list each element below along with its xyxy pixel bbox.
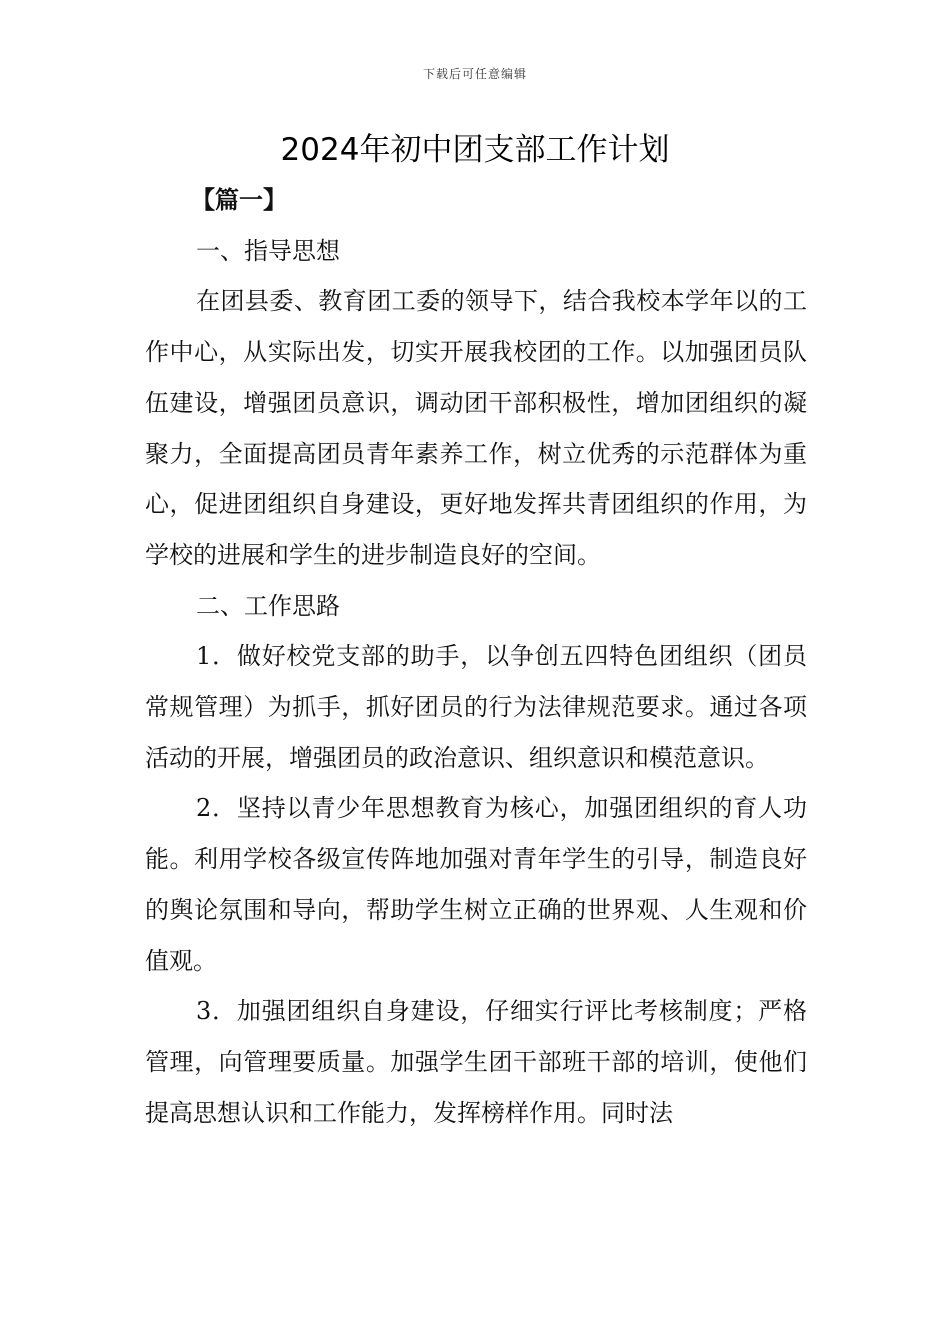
paragraph-item-2: 2．坚持以青少年思想教育为核心，加强团组织的育人功能。利用学校各级宣传阵地加强对青年学生的引导，制造良好的舆论氛围和导向，帮助学生树立正确的世界观、人生观和价值观。 bbox=[145, 794, 807, 975]
paragraph-item-1: 1．做好校党支部的助手，以争创五四特色团组织（团员常规管理）为抓手，抓好团员的行为法律规范要求。通过各项活动的开展，增强团员的政治意识、组织意识和模范意识。 bbox=[145, 642, 807, 772]
heading-work-approach: 二、工作思路 bbox=[196, 591, 340, 620]
section-tag: 【篇一】 bbox=[191, 185, 287, 214]
paragraph-item-3: 3．加强团组织自身建设，仔细实行评比考核制度；严格管理，向管理要质量。加强学生团干部班干部的培训，使他们提高思想认识和工作能力，发挥榜样作用。同时法 bbox=[145, 997, 807, 1127]
heading-guiding-ideology: 一、指导思想 bbox=[196, 236, 340, 265]
document-body bbox=[145, 175, 807, 1138]
document-title: 2024年初中团支部工作计划 bbox=[280, 132, 670, 168]
page-header-note: 下载后可任意编辑 bbox=[422, 67, 527, 81]
paragraph-guiding-ideology: 在团县委、教育团工委的领导下，结合我校本学年以的工作中心，从实际出发，切实开展我校团的工作。以加强团员队伍建设，增强团员意识，调动团干部积极性，增加团组织的凝聚力，全面提高团员青年素养工作，树立优秀的示范群体为重心，促进团组织自身建设，更好地发挥共青团组织的作用，为学校的进展和学生的进步制造良好的空间。 bbox=[145, 287, 807, 569]
